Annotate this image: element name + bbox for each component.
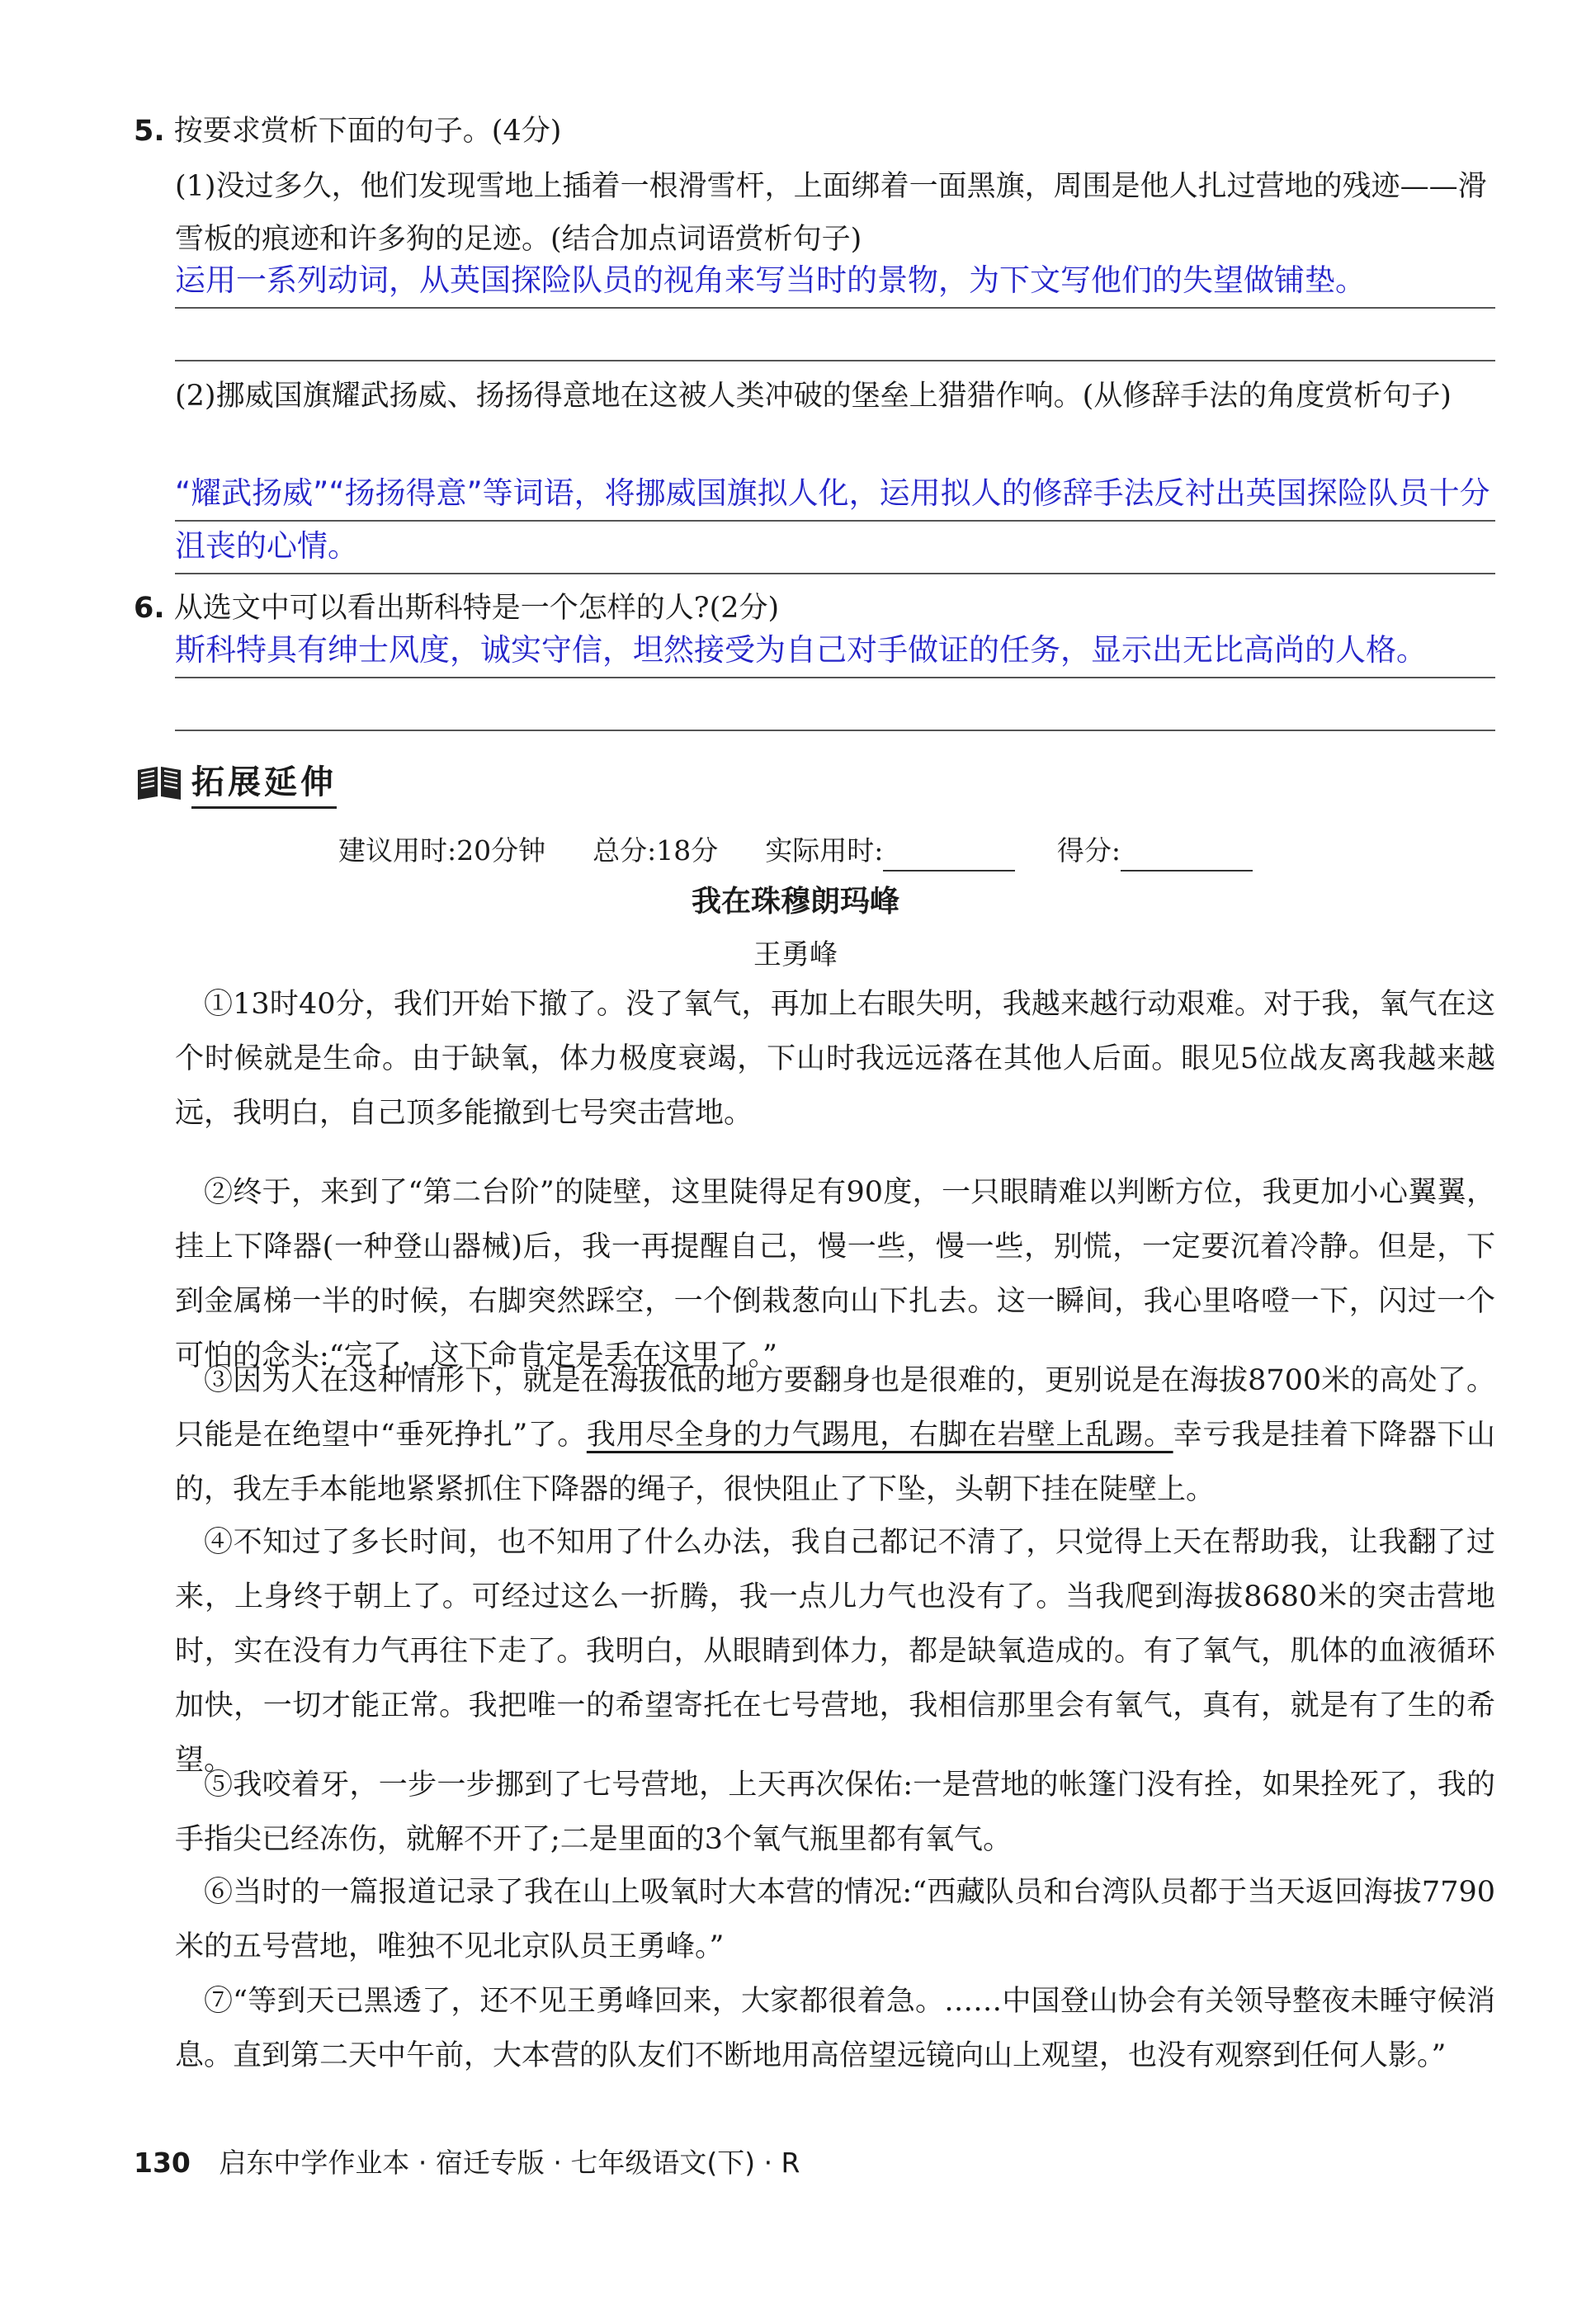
answer-line: [175, 520, 1495, 522]
answer-line: [175, 307, 1495, 309]
page-footer: [134, 2142, 800, 2184]
question-6-answer: 斯科特具有绅士风度，诚实守信，坦然接受为自己对手做证的任务，显示出无比高尚的人格。: [175, 632, 1427, 668]
question-5-prompt: 按要求赏析下面的句子。(4分): [173, 115, 562, 148]
paragraph-2: ②终于，来到了“第二台阶”的陡壁，这里陡得足有90度，一只眼睛难以判断方位，我更加小心翼翼，挂上下降器(一种登山器械)后，我一再提醒自己，慢一些，慢一些，别慌，一定要沉着冷静。但是，下到金属梯一半的时候，右脚突然踩空，一个倒栽葱向山下扎去。这一瞬间，我心里咯噔一下，闪过一个可怕的念头:“完了，这下命肯定是丢在这里了。”: [175, 1176, 1495, 1372]
question-6-number: 6.: [134, 592, 165, 625]
paragraph-3-underlined: 我用尽全身的力气踢甩，右脚在岩壁上乱踢。: [586, 1419, 1173, 1452]
paragraph-5: ⑤我咬着牙，一步一步挪到了七号营地，上天再次保佑:一是营地的帐篷门没有拴，如果拴死了，我的手指尖已经冻伤，就解不开了;二是里面的3个氧气瓶里都有氧气。: [175, 1769, 1495, 1856]
timing-info: [0, 830, 1591, 872]
page-number: 130: [134, 2147, 191, 2179]
question-5: [134, 111, 561, 152]
question-5-number: 5.: [134, 115, 165, 148]
paragraph-6: ⑥当时的一篇报道记录了我在山上吸氧时大本营的情况:“西藏队员和台湾队员都于当天返回海拔7790米的五号营地，唯独不见北京队员王勇峰。”: [175, 1876, 1495, 1963]
paragraph-3-text-a: ③因为人在这种情形下，就是在海拔低的地方要翻身也是很难的，更别说是在海拔8700米的高处了。只能是在绝望中“垂死挣扎”了。: [175, 1364, 1495, 1452]
section-label: 拓展延伸: [191, 756, 337, 809]
article-author: 王勇峰: [753, 938, 838, 971]
answer-line: [175, 573, 1495, 574]
section-header: [135, 756, 337, 809]
question-5-answer-2: “耀武扬威”“扬扬得意”等词语，将挪威国旗拟人化，运用拟人的修辞手法反衬出英国探险队员十分沮丧的心情。: [175, 475, 1490, 564]
book-title: 启东中学作业本 · 宿迁专版 · 七年级语文(下) · R: [219, 2147, 800, 2179]
score-blank[interactable]: [1121, 845, 1253, 872]
question-6: [134, 588, 779, 629]
paragraph-1: ①13时40分，我们开始下撤了。没了氧气，再加上右眼失明，我越来越行动艰难。对于我，氧气在这个时候就是生命。由于缺氧，体力极度衰竭，下山时我远远落在其他人后面。眼见5位战友离我越来越远，我明白，自己顶多能撤到七号突击营地。: [175, 988, 1495, 1130]
question-5-part-2: (2)挪威国旗耀武扬威、扬扬得意地在这被人类冲破的堡垒上猎猎作响。(从修辞手法的角度赏析句子): [175, 380, 1452, 413]
actual-time-blank[interactable]: [883, 845, 1015, 872]
suggested-time: 建议用时:20分钟: [338, 834, 546, 867]
question-5-part-1: (1)没过多久，他们发现雪地上插着一根滑雪杆，上面绑着一面黑旗，周围是他人扎过营地的残迹——滑雪板的痕迹和许多狗的足迹。(结合加点词语赏析句子): [175, 170, 1487, 256]
book-icon: [135, 763, 183, 801]
paragraph-7: ⑦“等到天已黑透了，还不见王勇峰回来，大家都很着急。……中国登山协会有关领导整夜未睡守候消息。直到第二天中午前，大本营的队友们不断地用高倍望远镜向山上观望，也没有观察到任何人影。”: [175, 1985, 1495, 2072]
actual-time-label: 实际用时:: [765, 834, 884, 867]
question-6-prompt: 从选文中可以看出斯科特是一个怎样的人?(2分): [173, 592, 780, 625]
paragraph-4: ④不知过了多长时间，也不知用了什么办法，我自己都记不清了，只觉得上天在帮助我，让我翻了过来，上身终于朝上了。可经过这么一折腾，我一点儿力气也没有了。当我爬到海拔8680米的突击营地时，实在没有力气再往下走了。我明白，从眼睛到体力，都是缺氧造成的。有了氧气，肌体的血液循环加快，一切才能正常。我把唯一的希望寄托在七号营地，我相信那里会有氧气，真有，就是有了生的希望。: [175, 1526, 1495, 1777]
answer-line: [175, 730, 1495, 731]
article-title: 我在珠穆朗玛峰: [691, 885, 899, 919]
score-label: 得分:: [1056, 834, 1121, 867]
total-score: 总分:18分: [592, 834, 719, 867]
answer-line: [175, 677, 1495, 678]
question-5-answer-1: 运用一系列动词，从英国探险队员的视角来写当时的景物，为下文写他们的失望做铺垫。: [175, 262, 1366, 298]
paragraph-3-text-b: 幸亏我是挂着下降器下山的，我左手本能地紧紧抓住下降器的绳子，很快阻止了下坠，头朝下挂在陡壁上。: [175, 1419, 1495, 1506]
answer-line: [175, 360, 1495, 361]
paragraph-3: [175, 1353, 1495, 1517]
